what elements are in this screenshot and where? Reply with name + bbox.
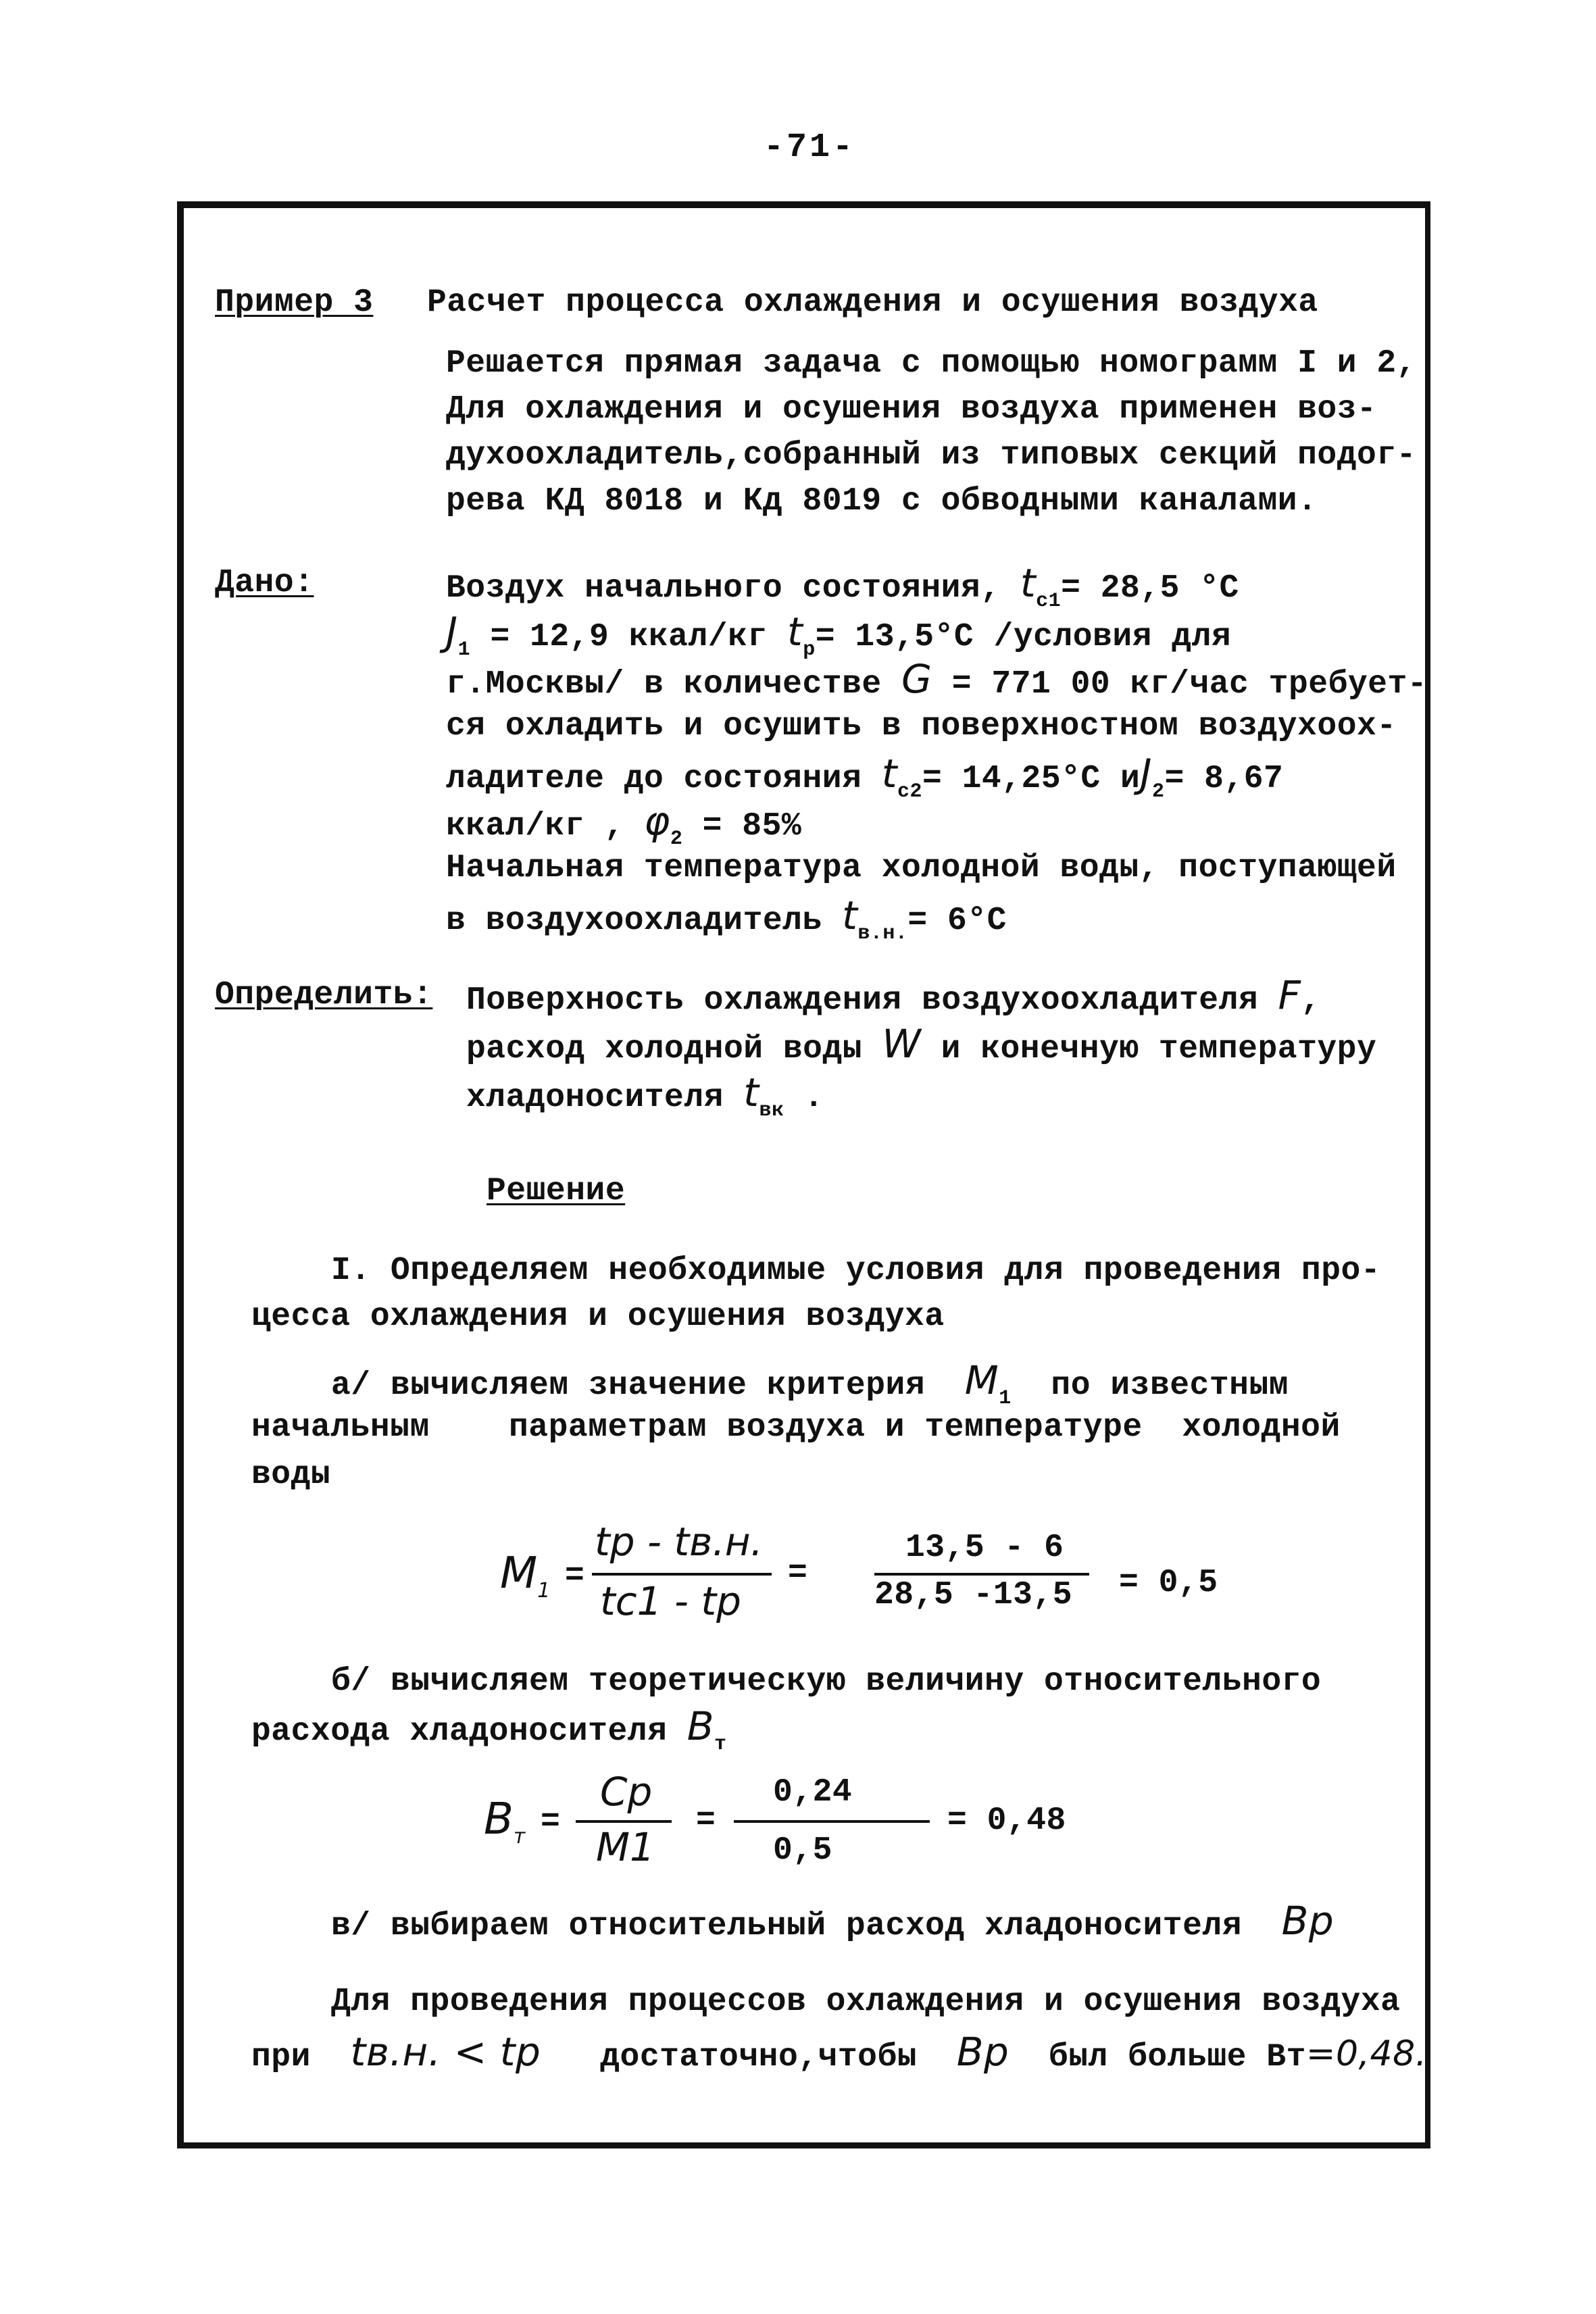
- step-a-line-1: а/ вычисляем значение критерия $M_1$ по известным: [331, 1357, 1289, 1410]
- determine-line-3: хладоносителя $t_{вк}$ .: [466, 1070, 824, 1122]
- formula-m1-denominator-values: 28,5 -13,5: [874, 1577, 1073, 1613]
- formula-bt-eq2: =: [696, 1803, 716, 1839]
- formula-bt-denominator: M1: [596, 1824, 655, 1870]
- formula-m1-fraction-bar: [592, 1573, 772, 1576]
- determine-line-2: расход холодной воды W и конечную температуру: [466, 1021, 1377, 1067]
- given-line-2: $J_1 = 12,9$ ккал/кг $t_p= 13,5^\circ C$ /условия для: [446, 609, 1232, 661]
- given-line-8: в воздухоохладитель $t_{в.н.}= 6^\circ C$: [446, 892, 1007, 945]
- solution-heading: Решение: [487, 1173, 626, 1209]
- formula-m1-numerator-values: 13,5 - 6: [905, 1530, 1064, 1566]
- formula-m1-lhs: $M_1$: [500, 1549, 551, 1603]
- page-number: -71-: [764, 128, 856, 167]
- formula-m1-eq: =: [565, 1558, 585, 1594]
- step-b-line-1: б/ вычисляем теоретическую величину относительного: [331, 1663, 1322, 1700]
- step1-line: I. Определяем необходимые условия для проведения про-: [331, 1253, 1381, 1289]
- final-line-1: Для проведения процессов охлаждения и осушения воздуха: [331, 1984, 1401, 2020]
- intro-line: Для охлаждения и осушения воздуха применен воз-: [446, 391, 1377, 428]
- formula-bt-values-bar: [734, 1820, 930, 1823]
- step-c-line: в/ выбираем относительный расход хладоносителя Bр: [331, 1898, 1335, 1944]
- formula-m1-numerator: tp - tв.н.: [595, 1519, 764, 1565]
- formula-bt-numerator: Cp: [600, 1769, 653, 1815]
- formula-bt-numerator-values: 0,24: [773, 1774, 853, 1811]
- given-line-1: Воздух начального состояния, $t_{c1}= 28,5$ °C: [446, 560, 1239, 613]
- formula-bt-lhs: $B_т$: [484, 1794, 526, 1848]
- formula-bt-result: = 0,48: [947, 1803, 1066, 1839]
- step-a-line-3: воды: [251, 1457, 331, 1493]
- formula-m1-result: = 0,5: [1119, 1565, 1218, 1601]
- formula-bt-fraction-bar: [576, 1820, 672, 1823]
- step-b-line-2: расхода хладоносителя $B_т$: [251, 1703, 727, 1756]
- step1-line: цесса охлаждения и осушения воздуха: [251, 1299, 945, 1335]
- given-line-5: ладителе до состояния $t_{c2}= 14,25^\circ C$ $иJ_2= 8,67$: [446, 751, 1284, 803]
- intro-line: Решается прямая задача с помощью номограмм I и 2,: [446, 345, 1416, 382]
- given-line-7: Начальная температура холодной воды, поступающей: [446, 850, 1397, 886]
- determine-line-1: Поверхность охлаждения воздухоохладителя F,: [466, 972, 1321, 1019]
- determine-label: Определить:: [215, 977, 433, 1013]
- given-line-4: ся охладить и осушить в поверхностном воздухоох-: [446, 708, 1397, 745]
- final-line-2: при tв.н. < tр достаточно,чтобы Bр был больше Bт=0,48.: [251, 2029, 1427, 2076]
- given-label: Дано:: [215, 565, 314, 601]
- step-a-line-2: начальным параметрам воздуха и температуре холодной: [251, 1409, 1341, 1446]
- formula-m1-eq2: =: [788, 1555, 808, 1592]
- intro-line: духоохладитель,собранный из типовых секций подог-: [446, 437, 1416, 474]
- given-line-3: г.Москвы/ в количестве G = 771 00 кг/час требует-: [446, 656, 1428, 703]
- example-title: Расчет процесса охлаждения и осушения воздуха: [427, 284, 1318, 321]
- example-label: Пример 3: [215, 284, 374, 321]
- given-line-6: ккал/кг , $\varphi_2 = 85\%$: [446, 798, 802, 851]
- formula-m1-denominator: tc1 - tp: [600, 1578, 741, 1624]
- intro-line: рева КД 8018 и Кд 8019 с обводными каналами.: [446, 483, 1318, 520]
- formula-bt-eq: =: [541, 1804, 561, 1840]
- formula-bt-denominator-values: 0,5: [773, 1832, 832, 1869]
